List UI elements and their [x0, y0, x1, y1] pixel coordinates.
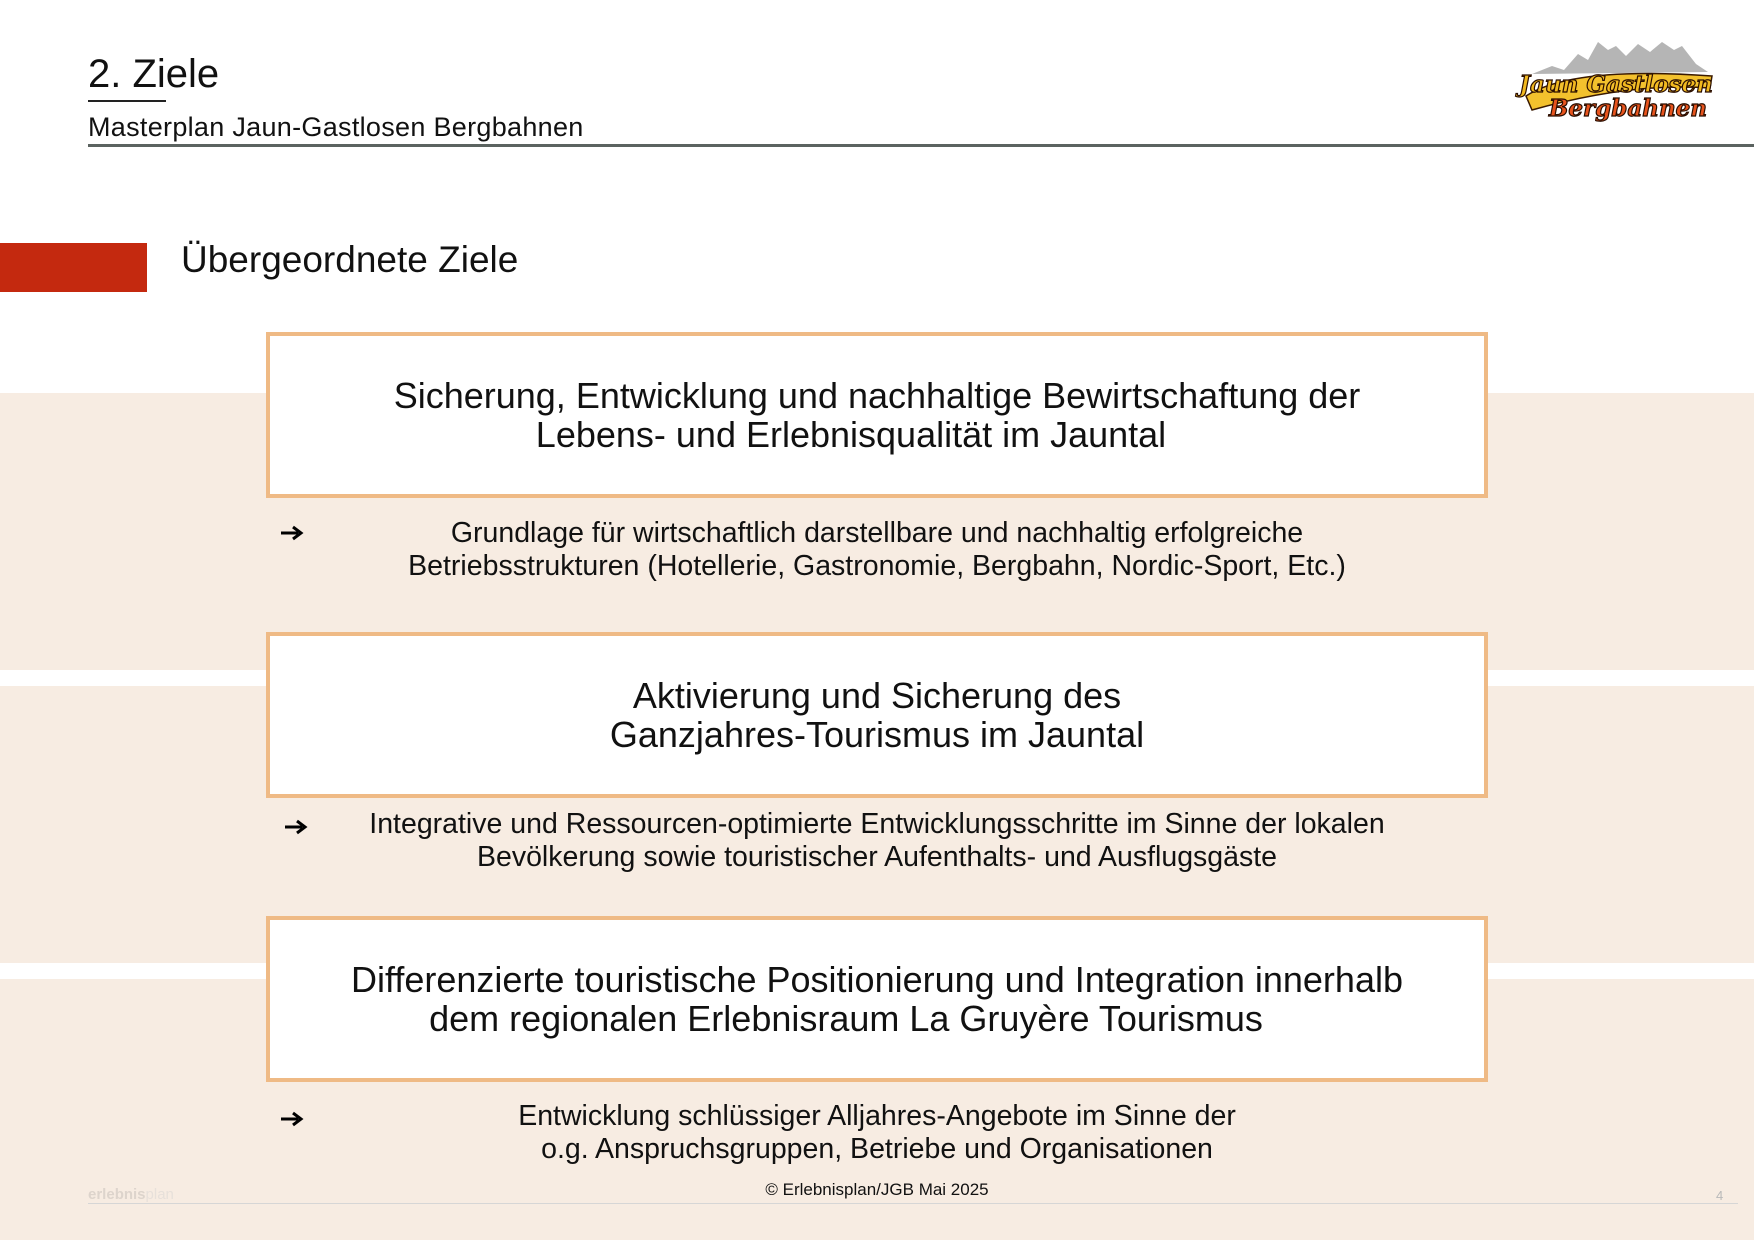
- goal-3-description: [266, 1100, 1488, 1166]
- jaun-gastlosen-bergbahnen-logo: [1512, 36, 1718, 128]
- section-accent-bar: [0, 243, 147, 292]
- header-divider: [88, 144, 1754, 147]
- copyright: © Erlebnisplan/JGB Mai 2025: [765, 1180, 989, 1199]
- goal-1-line-1: Sicherung, Entwicklung und nachhaltige Bewirtschaftung der: [393, 375, 1361, 416]
- title-underline: [88, 100, 166, 102]
- goal-1-description-line-1: Grundlage für wirtschaftlich darstellbare und nachhaltig erfolgreiche: [450, 517, 1304, 549]
- goal-3-line-2: dem regionalen Erlebnisraum La Gruyère Tourismus: [429, 998, 1263, 1039]
- footer-brand-bold: erlebnis: [88, 1186, 146, 1203]
- goal-3-description-line-2: o.g. Anspruchsgruppen, Betriebe und Organisationen: [541, 1133, 1213, 1165]
- goal-2-line-2: Ganzjahres-Tourismus im Jauntal: [609, 714, 1145, 755]
- goal-box-2: [266, 632, 1488, 798]
- goal-1-line-2: Lebens- und Erlebnisqualität im Jauntal: [535, 414, 1167, 455]
- goal-1-description-line-2: Betriebsstrukturen (Hotellerie, Gastronomie, Bergbahn, Nordic-Sport, Etc.): [408, 550, 1346, 582]
- goal-2-line-1: Aktivierung und Sicherung des: [632, 675, 1122, 716]
- goal-box-3: [266, 916, 1488, 1082]
- page-title: 2. Ziele: [88, 52, 220, 96]
- goal-3-line-1: Differenzierte touristische Positionierung und Integration innerhalb: [351, 959, 1403, 1000]
- goal-2-description: [266, 808, 1488, 874]
- goal-2-description-line-2: Bevölkerung sowie touristischer Aufenthalts- und Ausflugsgäste: [476, 841, 1278, 873]
- goal-1-description: [266, 517, 1488, 583]
- page-subtitle: Masterplan Jaun-Gastlosen Bergbahnen: [88, 112, 584, 142]
- goal-3-description-line-1: Entwicklung schlüssiger Alljahres-Angebote im Sinne der: [518, 1100, 1236, 1132]
- goal-2-description-line-1: Integrative und Ressourcen-optimierte Entwicklungsschritte im Sinne der lokalen: [369, 808, 1385, 840]
- logo-line-2: Bergbahnen: [1548, 95, 1708, 122]
- footer-divider: [88, 1203, 1738, 1204]
- logo-line-1: Jaun Gastlosen: [1519, 71, 1713, 98]
- footer-brand-light: plan: [145, 1186, 174, 1203]
- goal-box-1: [266, 332, 1488, 498]
- page-number: 4: [1716, 1188, 1724, 1203]
- section-title: Übergeordnete Ziele: [181, 239, 519, 280]
